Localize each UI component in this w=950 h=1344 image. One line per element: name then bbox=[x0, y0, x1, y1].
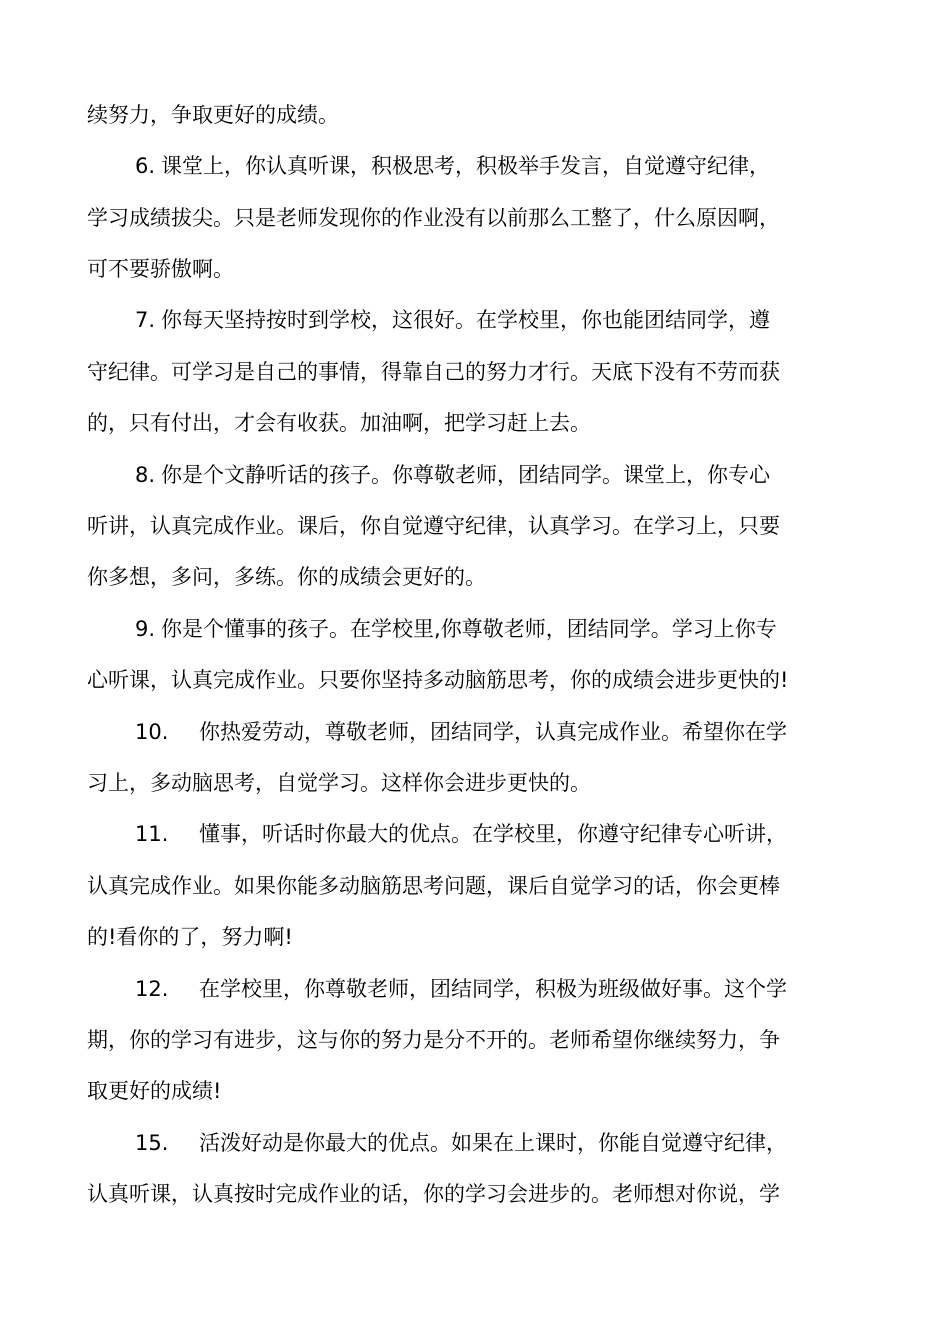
text-line: 续努力，争取更好的成绩。 bbox=[87, 103, 339, 127]
text-line: 你每天坚持按时到学校，这很好。在学校里，你也能团结同学，遵 bbox=[161, 308, 771, 332]
text-line: 你是个懂事的孩子。在学校里,你尊敬老师，团结同学。学习上你专 bbox=[161, 617, 777, 641]
item-7-first-line bbox=[135, 300, 867, 340]
text-line: 的，只有付出，才会有收获。加油啊，把学习赶上去。 bbox=[87, 411, 591, 435]
text-line: 课堂上，你认真听课，积极思考，积极举手发言，自觉遵守纪律， bbox=[161, 154, 771, 178]
item-number: 6. bbox=[135, 154, 156, 178]
item-number: 11. bbox=[135, 822, 169, 846]
item-number: 8. bbox=[135, 463, 156, 487]
text-line: 心听课，认真完成作业。只要你坚持多动脑筋思考，你的成绩会进步更快的! bbox=[87, 668, 789, 692]
text-line: 你热爱劳动，尊敬老师，团结同学，认真完成作业。希望你在学 bbox=[199, 720, 787, 744]
text-line: 懂事，听话时你最大的优点。在学校里，你遵守纪律专心听讲， bbox=[199, 822, 787, 846]
item-number: 7. bbox=[135, 308, 156, 332]
item-number: 12. bbox=[135, 977, 169, 1001]
text-line: 你多想，多问，多练。你的成绩会更好的。 bbox=[87, 565, 486, 589]
text-line: 学习成绩拔尖。只是老师发现你的作业没有以前那么工整了，什么原因啊， bbox=[87, 206, 780, 230]
item-11-first-line bbox=[135, 814, 867, 854]
item-12-first-line bbox=[135, 969, 867, 1009]
text-line: 认真完成作业。如果你能多动脑筋思考问题，课后自觉学习的话，你会更棒 bbox=[87, 874, 780, 898]
text-line: 你是个文静听话的孩子。你尊敬老师，团结同学。课堂上，你专心 bbox=[161, 463, 771, 487]
item-number: 9. bbox=[135, 617, 156, 641]
text-line: 习上，多动脑思考，自觉学习。这样你会进步更快的。 bbox=[87, 771, 591, 795]
text-line: 的!看你的了，努力啊! bbox=[87, 925, 293, 949]
text-line: 认真听课，认真按时完成作业的话，你的学习会进步的。老师想对你说，学 bbox=[87, 1182, 780, 1206]
item-number: 10. bbox=[135, 720, 169, 744]
text-line: 守纪律。可学习是自己的事情，得靠自己的努力才行。天底下没有不劳而获 bbox=[87, 360, 780, 384]
item-9-first-line bbox=[135, 609, 867, 649]
text-line: 听讲，认真完成作业。课后，你自觉遵守纪律，认真学习。在学习上，只要 bbox=[87, 514, 780, 538]
text-line: 在学校里，你尊敬老师，团结同学，积极为班级做好事。这个学 bbox=[199, 977, 787, 1001]
item-15-first-line bbox=[135, 1123, 867, 1163]
item-10-first-line bbox=[135, 712, 867, 752]
item-8-first-line bbox=[135, 455, 867, 495]
text-line: 可不要骄傲啊。 bbox=[87, 257, 234, 281]
text-line: 期，你的学习有进步，这与你的努力是分不开的。老师希望你继续努力，争 bbox=[87, 1028, 780, 1052]
item-number: 15. bbox=[135, 1131, 169, 1155]
item-6-first-line bbox=[135, 146, 867, 186]
text-line: 活泼好动是你最大的优点。如果在上课时，你能自觉遵守纪律， bbox=[199, 1131, 787, 1155]
text-line: 取更好的成绩! bbox=[87, 1079, 222, 1103]
